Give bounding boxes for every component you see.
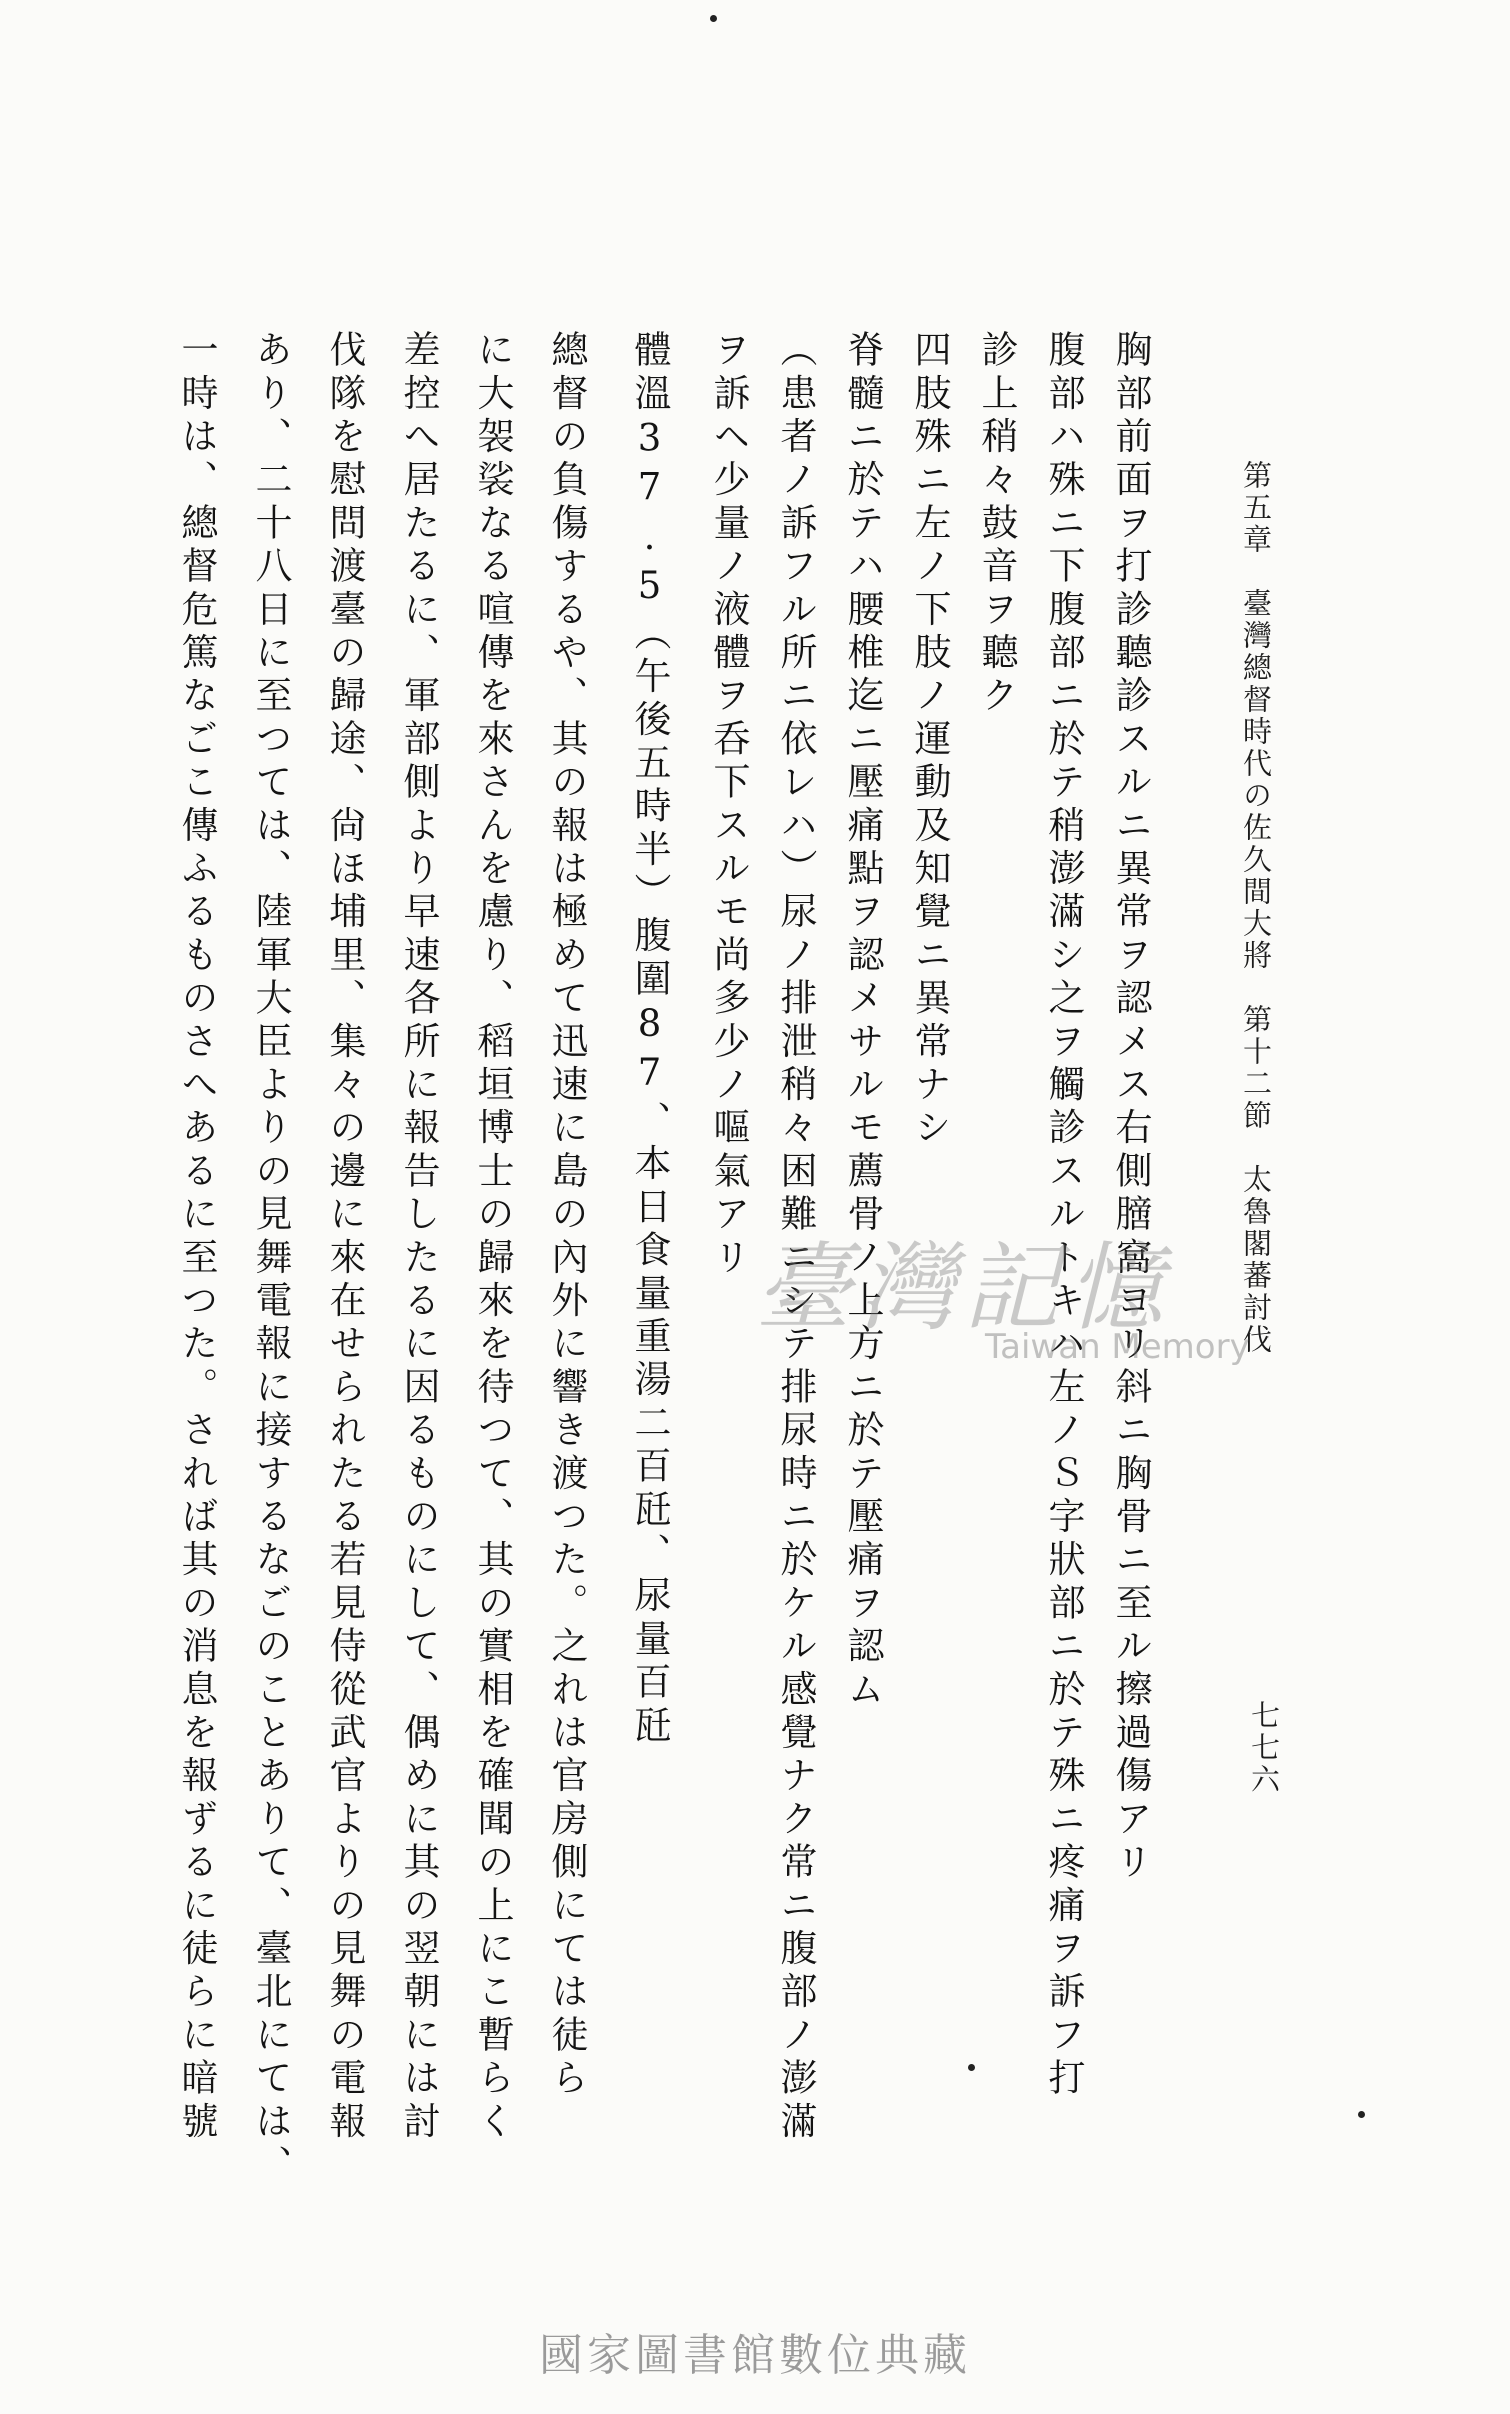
text-column: ヲ訴ヘ少量ノ液體ヲ呑下スルモ尚多少ノ嘔氣アリ [707,330,750,1281]
text-column: 胸部前面ヲ打診聽診スルニ異常ヲ認メス右側膪窩ヨリ斜ニ胸骨ニ至ル擦過傷アリ [1109,330,1152,1886]
text-column: 一時は、總督危篤なごこ傳ふるものさへあるに至つた。されば其の消息を報ずるに徒らに暗號 [175,330,218,2145]
text-column: 四肢殊ニ左ノ下肢ノ運動及知覺ニ異常ナシ [908,330,951,1151]
text-column: 體溫37.5（午後五時半）腹圍87、本日食量重湯二百瓩、尿量百瓩 [628,330,671,1749]
text-column: 脊髓ニ於テハ腰椎迄ニ壓痛點ヲ認メサルモ薦骨ノ上方ニ於テ壓痛ヲ認ム [841,330,884,1713]
text-column: （患者ノ訴フル所ニ依レハ）尿ノ排泄稍々困難ニシテ排尿時ニ於ケル感覺ナク常ニ腹部ノ澎滿 [774,330,817,2145]
watermark-logo-english: Taiwan Memory [985,1327,1250,1367]
text-column: 總督の負傷するや、其の報は極めて迅速に島の內外に響き渡つた。之れは官房側にては徒ら [545,330,588,2102]
text-column: 診上稍々鼓音ヲ聽ク [975,330,1018,719]
text-column: あり、二十八日に至つては、陸軍大臣よりの見舞電報に接するなごのことありて、臺北にては、 [249,330,292,2188]
ink-speck [968,2064,975,2071]
page-number: 七七六 [1247,1700,1281,1796]
watermark-logo-chinese: 臺灣記憶 [755,1232,1171,1344]
text-column: 腹部ハ殊ニ下腹部ニ於テ稍澎滿シ之ヲ觸診スルトキハ左ノＳ字狀部ニ於テ殊ニ疼痛ヲ訴フ打 [1042,330,1085,2102]
ink-speck [1358,2111,1365,2118]
footer-credit: 國家圖書館數位典藏 [539,2330,971,2381]
text-column: に大袈裟なる喧傳を來さんを慮り、稻垣博士の歸來を待つて、其の實相を確聞の上にこ暫らく [471,330,514,2145]
running-header: 第五章 臺灣總督時代の佐久間大將 第十二節 太魯閣蕃討伐 [1239,460,1273,1356]
ink-speck [710,15,717,22]
text-column: 差控へ居たるに、軍部側より早速各所に報告したるに因るものにして、偶めに其の翌朝には討 [397,330,440,2145]
text-column: 伐隊を慰問渡臺の歸途、尙ほ埔里、集々の邊に來在せられたる若見侍從武官よりの見舞の電報 [323,330,366,2145]
